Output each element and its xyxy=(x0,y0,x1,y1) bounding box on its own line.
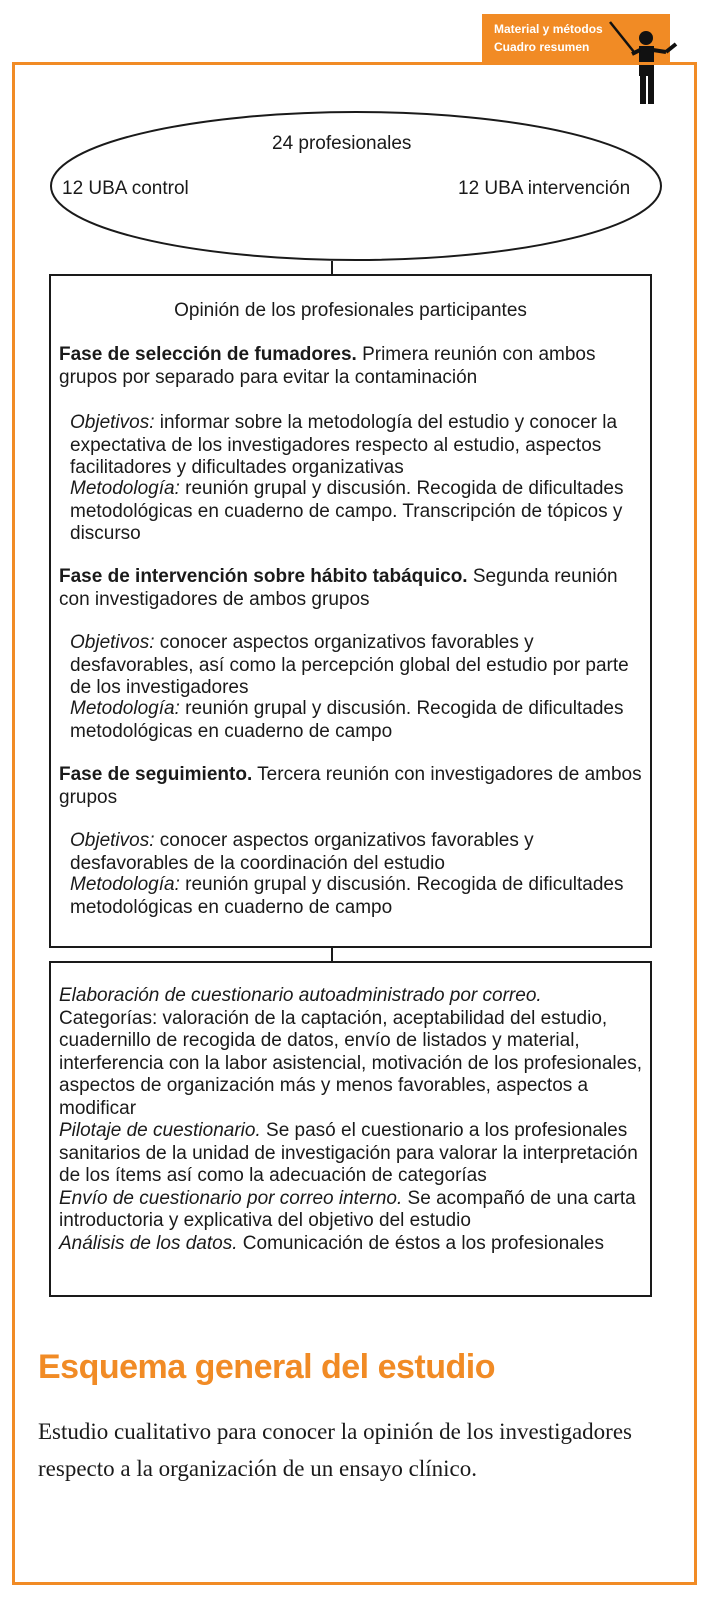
analysis-text: Comunicación de éstos a los profesionales xyxy=(242,1232,604,1254)
objectives-label: Objetivos: xyxy=(70,632,155,653)
questionnaire-content xyxy=(59,985,649,1255)
questionnaire-box xyxy=(49,961,652,1297)
phase-selection-methodology xyxy=(70,478,650,546)
figure-title: Esquema general del estudio xyxy=(38,1348,495,1386)
send-text: Se acompañó de una carta introductoria y explicativa del objetivo del estudio xyxy=(59,1187,636,1231)
methodology-text: reunión grupal y discusión. Recogida de dificultades metodológicas en cuaderno de campo xyxy=(70,698,624,742)
phase-selection-objectives xyxy=(70,412,650,480)
professionals-opinion-box xyxy=(49,274,652,948)
methodology-label: Metodología: xyxy=(70,874,180,895)
intervention-group-label: 12 UBA intervención xyxy=(458,178,631,199)
analysis-label: Análisis de los datos. xyxy=(59,1232,238,1254)
pilot-text: Se pasó el cuestionario a los profesionales sanitarios de la unidad de investigación para valorar la interpretación de los ítems así como la adecuación de categorías xyxy=(59,1120,638,1186)
objectives-text: conocer aspectos organizativos favorables y desfavorables, así como la percepción global del estudio por parte de los investigadores xyxy=(70,632,629,698)
phase-heading: Fase de intervención sobre hábito tabáquico. xyxy=(59,566,468,587)
pilot-label: Pilotaje de cuestionario. xyxy=(59,1120,261,1141)
phase-heading: Fase de seguimiento. xyxy=(59,764,253,785)
objectives-text: conocer aspectos organizativos favorables y desfavorables de la coordinación del estudio xyxy=(70,830,534,874)
connector-line xyxy=(331,946,333,962)
objectives-label: Objetivos: xyxy=(70,830,155,851)
send-paragraph xyxy=(59,1188,649,1233)
participants-total: 24 profesionales xyxy=(272,133,412,154)
phase-intervention xyxy=(59,566,643,611)
phase-description: Segunda reunión con investigadores de ambos grupos xyxy=(59,566,618,610)
methodology-text: reunión grupal y discusión. Recogida de dificultades metodológicas en cuaderno de campo. Transcripción de tópicos y discurso xyxy=(70,478,624,544)
phase-followup-methodology xyxy=(70,874,650,919)
elaboration-label: Elaboración de cuestionario autoadministrado por correo. xyxy=(59,985,542,1006)
phase-intervention-objectives xyxy=(70,632,650,700)
methodology-text: reunión grupal y discusión. Recogida de dificultades metodológicas en cuaderno de campo xyxy=(70,874,624,918)
figure-description: Estudio cualitativo para conocer la opinión de los investigadores respecto a la organización de un ensayo clínico. xyxy=(38,1419,633,1481)
analysis-paragraph xyxy=(59,1233,649,1256)
phase-description: Tercera reunión con investigadores de ambos grupos xyxy=(59,764,642,808)
phase-description: Primera reunión con ambos grupos por separado para evitar la contaminación xyxy=(59,344,596,388)
badge-section-label: Material y métodos xyxy=(494,22,603,36)
phase-followup-objectives xyxy=(70,830,650,875)
methodology-label: Metodología: xyxy=(70,478,180,499)
connector-line xyxy=(331,261,333,275)
send-label: Envío de cuestionario por correo interno. xyxy=(59,1187,403,1209)
pilot-paragraph xyxy=(59,1120,649,1188)
phase-heading: Fase de selección de fumadores. xyxy=(59,344,357,365)
phase-selection xyxy=(59,344,643,389)
categories-text: Categorías: valoración de la captación, aceptabilidad del estudio, cuadernillo de recogida de datos, envío de listados y material, interferencia con la labor asistencial, motivación de los profesionales, aspectos de organización más y menos favorables, aspectos a modificar xyxy=(59,1007,642,1119)
opinion-box-title: Opinión de los profesionales participantes xyxy=(174,300,527,321)
objectives-label: Objetivos: xyxy=(70,412,155,433)
objectives-text: informar sobre la metodología del estudio y conocer la expectativa de los investigadores respecto al estudio, aspectos facilitadores y dificultades organizativas xyxy=(70,412,618,478)
badge-subsection-label: Cuadro resumen xyxy=(494,40,590,54)
control-group-label: 12 UBA control xyxy=(62,178,189,199)
phase-intervention-methodology xyxy=(70,698,650,743)
phase-followup xyxy=(59,764,643,809)
methodology-label: Metodología: xyxy=(70,698,180,719)
